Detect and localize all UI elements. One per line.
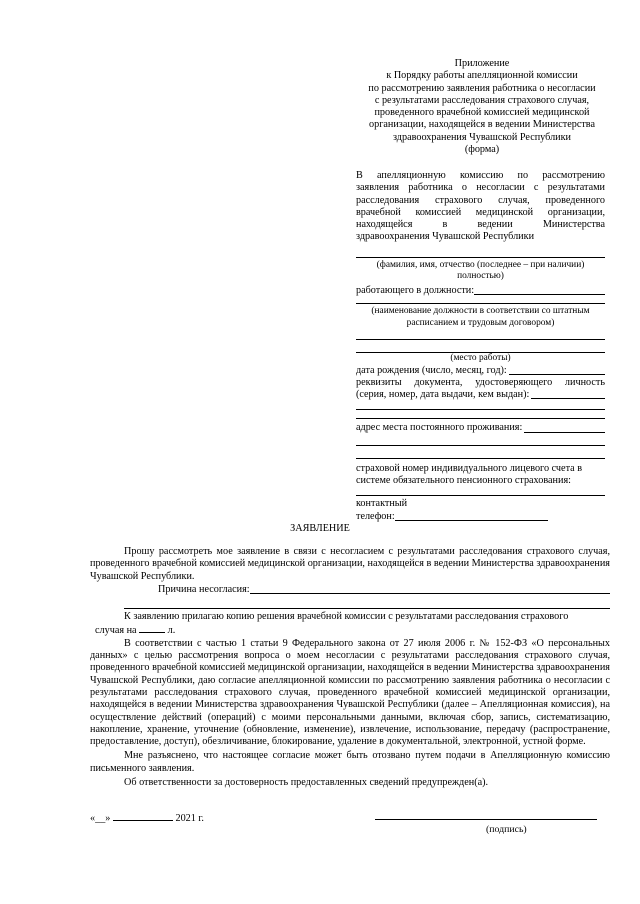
residence-field-3[interactable] — [356, 446, 605, 459]
date-block — [90, 811, 204, 824]
attachment-text: К заявлению прилагаю копию решения врачебной комиссии с результатами расследования страхового — [124, 611, 569, 623]
doc-label-line-2: (серия, номер, дата выдачи, кем выдан): — [356, 389, 530, 401]
annex-line: проведенного врачебной комиссией медицинской — [374, 107, 590, 119]
workplace-field-2[interactable] — [356, 340, 605, 353]
reason-field-2[interactable] — [124, 596, 610, 609]
doc-label-line-1: реквизиты документа, удостоверяющего личность — [356, 376, 605, 388]
revocation-paragraph: Мне разъяснено, что настоящее согласие может быть отозвано путем подачи в Апелляционную комиссию письменного заявления. — [90, 750, 610, 774]
annex-line: по рассмотрению заявления работника о несогласии — [368, 82, 596, 94]
reason-field[interactable] — [250, 584, 610, 594]
position-caption: (наименование должности в соответствии со штатным расписанием и трудовым договором) — [371, 306, 590, 328]
snils-label-line-1: страховой номер индивидуального лицевого счета в — [356, 462, 583, 474]
annex-line: организации, находящейся в ведении Министерства — [369, 119, 595, 131]
phone-field[interactable] — [395, 511, 548, 521]
contact-label: контактный — [356, 498, 408, 510]
addressee-line: врачебной комиссией медицинской организации, — [356, 206, 605, 218]
fio-field[interactable] — [356, 248, 605, 258]
residence-field-2[interactable] — [356, 435, 605, 446]
annex-line: к Порядку работы апелляционной комиссии — [386, 70, 578, 82]
addressee-line: здравоохранения Чувашской Республики — [356, 231, 535, 243]
date-month-field[interactable] — [113, 811, 173, 821]
reason-row — [90, 584, 610, 596]
attachment-count-row — [95, 623, 610, 637]
responsibility-paragraph: Об ответственности за достоверность предоставленных сведений предупрежден(а). — [124, 777, 489, 789]
signature-field[interactable] — [375, 819, 597, 820]
consent-paragraph: В соответствии с частью 1 статьи 9 Федерального закона от 27 июля 2006 г. № 152-ФЗ «О персональных данных» с целью рассмотрения вопроса о моем несогласии с результатами расследования страхового случая, проведенного врачебной комиссией медицинской организации, находящейся в ведении Министерства здравоохранения Чувашской Республики, даю согласие апелляционной комиссии по рассмотрению заявления работника о несогласии с результатами расследования страхового случая, проведенного врачебной комиссией медицинской организации, находящейся в ведении Министерства здравоохранения Чувашской Республики (далее – Апелляционная комиссия), на осуществление действий (операций) с моими персональными данными, включая сбор, запись, систематизацию, накопление, хранение, уточнение (обновление, изменение), извлечение, использование, передачу (распространение, предоставление, доступ), обезличивание, блокирование, удаление в документальной, электронной, устной форме. — [90, 637, 610, 748]
pages-count-field[interactable] — [139, 623, 165, 633]
statement-body — [90, 546, 610, 789]
snils-label-line-2: системе обязательного пенсионного страхования: — [356, 475, 571, 487]
snils-field[interactable] — [356, 487, 605, 496]
doc-field[interactable] — [531, 389, 605, 399]
position-field-2[interactable] — [356, 297, 605, 304]
addressee-line: расследования страхового случая, проведенного — [356, 194, 605, 206]
phone-row — [356, 511, 548, 523]
position-label: работающего в должности: — [356, 284, 475, 296]
doc-row — [356, 389, 605, 401]
doc-field-2[interactable] — [356, 401, 605, 410]
position-field[interactable] — [474, 285, 605, 295]
residence-field[interactable] — [524, 422, 605, 432]
annex-line: Приложение — [454, 58, 510, 69]
date-year: 2021 г. — [175, 813, 204, 824]
date-day: «__» — [90, 813, 111, 824]
workplace-field[interactable] — [356, 329, 605, 340]
position-row — [356, 285, 605, 297]
annex-line: здравоохранения Чувашской Республики — [392, 131, 572, 143]
reason-label: Причина несогласия: — [158, 583, 250, 595]
addressee-block — [356, 170, 605, 523]
signature-caption: (подпись) — [486, 824, 527, 835]
addressee-line: заявления работника о несогласии с результатами — [356, 182, 605, 194]
phone-label: телефон: — [356, 510, 395, 522]
addressee-line: В апелляционную комиссию по рассмотрению — [356, 170, 605, 181]
doc-field-3[interactable] — [356, 410, 605, 419]
birth-field[interactable] — [509, 365, 605, 375]
attachment-text-end: случая на — [95, 625, 137, 637]
pages-unit: л. — [167, 625, 176, 637]
annex-line: с результатами расследования страхового случая, — [374, 94, 590, 106]
document-title: ЗАЯВЛЕНИЕ — [290, 523, 350, 534]
snils-row — [356, 475, 605, 487]
annex-form-label: (форма) — [464, 144, 500, 156]
workplace-caption: (место работы) — [450, 353, 511, 364]
birth-label: дата рождения (число, месяц, год): — [356, 364, 507, 376]
annex-header — [356, 58, 608, 156]
addressee-line: находящейся в ведении Министерства — [356, 219, 605, 231]
request-paragraph: Прошу рассмотреть мое заявление в связи с несогласием с результатами расследования страхового случая, проведенного врачебной комиссией медицинской организации, находящейся в ведении Министерства здравоохранения Чувашской Республики. — [90, 546, 610, 582]
residence-row — [356, 422, 605, 434]
fio-caption: (фамилия, имя, отчество (последнее – при наличии) полностью) — [376, 259, 585, 282]
residence-label: адрес места постоянного проживания: — [356, 422, 523, 434]
attachment-paragraph — [90, 611, 610, 623]
birth-row — [356, 365, 605, 377]
